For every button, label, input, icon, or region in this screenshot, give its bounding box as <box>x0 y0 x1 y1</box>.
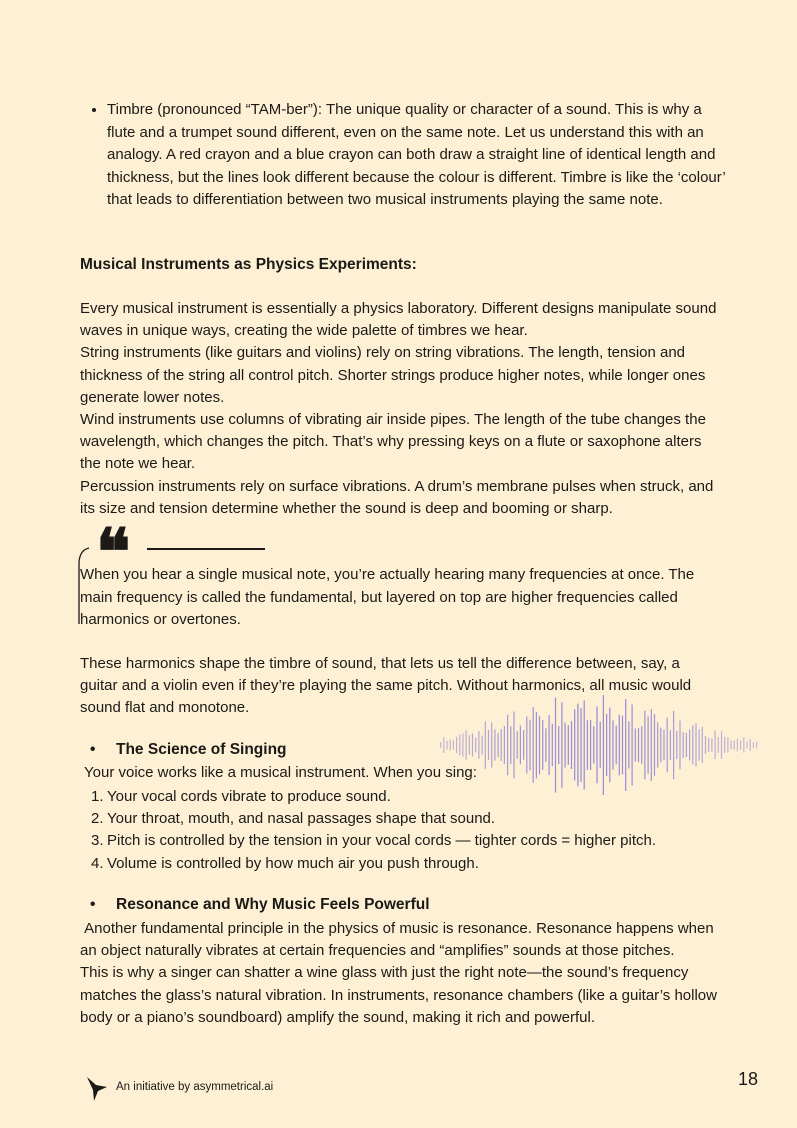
timbre-text: • Timbre (pronounced “TAM-ber”): The unique quality or character of a sound. This is why a flute and a trumpet sound different, even on the same note. Let us understand this with an analogy. A red crayon and a blue crayon can both draw a straight line of identical length and thickness, but the lines look different because the colour is different. Timbre is like the ‘colour’ that leads to differentiation between two musical instruments playing the same note. <box>107 99 730 212</box>
list-item: 1. Your vocal cords vibrate to produce sound. <box>91 788 391 805</box>
paragraph: Percussion instruments rely on surface vibrations. A drum’s membrane pulses when struck, and its size and tension determine whether the sound is deep and booming or sharp. <box>80 477 714 517</box>
singing-intro: Your voice works like a musical instrument. When you sing: <box>84 764 477 781</box>
paragraph: String instruments (like guitars and violins) rely on string vibrations. The length, tension and thickness of the string all control pitch. Shorter strings produce higher notes, while longer ones generate lower notes. <box>80 344 706 406</box>
paragraph: Wind instruments use columns of vibrating air inside pipes. The length of the tube changes the wavelength, which changes the pitch. That’s why pressing keys on a flute or saxophone alters the note we hear. <box>80 411 706 473</box>
singing-heading-text: The Science of Singing <box>116 741 287 758</box>
resonance-heading <box>90 896 430 914</box>
timbre-bullet <box>80 99 730 212</box>
resonance-paragraphs <box>80 918 720 1029</box>
bird-logo-icon <box>86 1076 108 1102</box>
singing-list <box>91 786 656 875</box>
singing-heading <box>90 741 287 759</box>
bullet: • <box>90 741 96 758</box>
instruments-heading: Musical Instruments as Physics Experiments: <box>80 256 417 273</box>
quote-divider <box>147 548 265 550</box>
paragraph: Another fundamental principle in the physics of music is resonance. Resonance happens when an object naturally vibrates at certain frequencies and “amplifies” sounds at those pitches. <box>80 920 718 960</box>
quote-mark-icon: ❝ <box>96 515 131 590</box>
footer-initiative: An initiative by asymmetrical.ai <box>116 1081 274 1093</box>
resonance-heading-text: Resonance and Why Music Feels Powerful <box>116 896 430 913</box>
paragraph: Every musical instrument is essentially a physics laboratory. Different designs manipulate sound waves in unique ways, creating the wide palette of timbres we hear. <box>80 300 717 340</box>
sound-wave-graphic <box>438 690 760 800</box>
quote-text: When you hear a single musical note, you’re actually hearing many frequencies at once. The main frequency is called the fundamental, but layered on top are higher frequencies called harmonics or overtones. <box>80 566 695 628</box>
paragraph: These harmonics shape the timbre of sound, that lets us tell the difference between, say, a guitar and a violin even if they’re playing the same pitch. Without harmonics, all music would sound flat and monotone. <box>80 655 692 716</box>
paragraph: This is why a singer can shatter a wine glass with just the right note—the sound’s frequency matches the glass’s natural vibration. In instruments, resonance chambers (like a guitar’s hollow body or a piano’s soundboard) amplify the sound, making it rich and powerful. <box>80 964 717 1026</box>
list-item: 4. Volume is controlled by how much air you push through. <box>91 854 479 872</box>
list-item: 2. Your throat, mouth, and nasal passages shape that sound. <box>91 810 496 828</box>
list-item: 3. Pitch is controlled by the tension in your vocal cords — tighter cords = higher pitch. <box>91 832 657 850</box>
pull-quote <box>80 564 720 632</box>
instruments-paragraphs <box>80 298 720 520</box>
bullet: • <box>90 896 96 913</box>
page-number: 18 <box>738 1069 759 1089</box>
